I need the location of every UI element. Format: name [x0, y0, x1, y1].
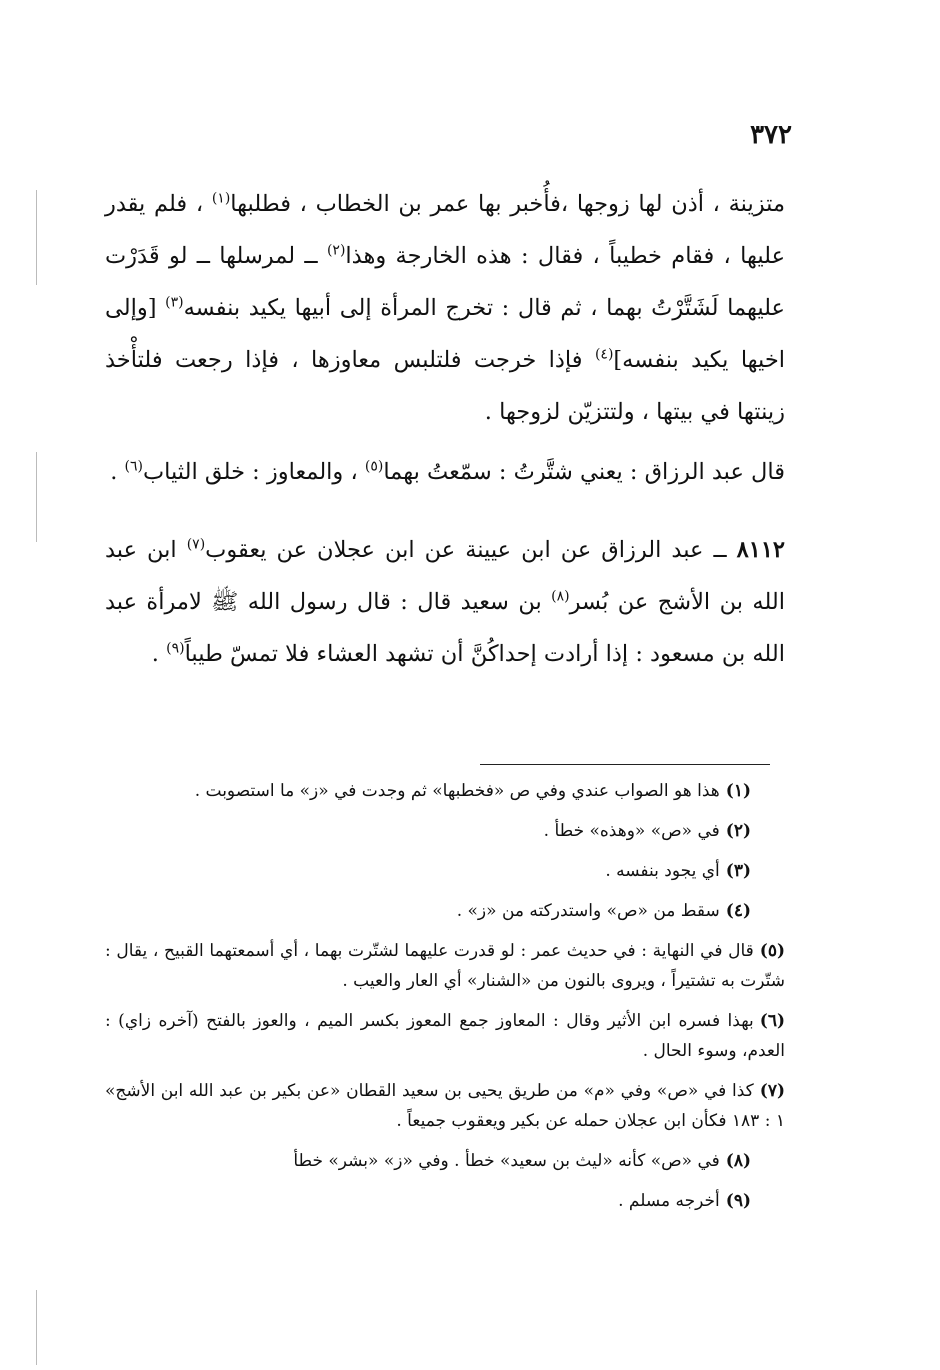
scan-margin-line	[36, 452, 37, 542]
footnote-7	[105, 1076, 785, 1136]
text-segment: ــ لمرسلها ــ لو قَدَرْت عليهما لَشَتَّرْتُ بهما ، ثم قال : تخرج المرأة إلى أبيها يكيد بنفسه	[105, 243, 785, 321]
text-segment: .	[110, 459, 118, 485]
text-segment: فإذا خرجت فلتلبس معاوزها ، فإذا رجعت فلتأْخذ زينتها في بيتها ، ولتتزيّن لزوجها .	[105, 347, 785, 425]
footnote-3	[105, 856, 785, 886]
footnote-ref[interactable]: (٤)	[594, 346, 614, 363]
footnote-ref[interactable]: (١)	[211, 190, 231, 207]
footnotes	[105, 776, 785, 1226]
text-segment: ، والمعاوز : خلق الثياب	[142, 459, 358, 485]
footnote-9	[105, 1186, 785, 1216]
footnote-text: قال في النهاية : في حديث عمر : لو قدرت عليهما لشتّرت بهما ، أي أسمعتهما القبيح ، يقال : شتّرت به تشتيراً ، ويروى بالنون من «الشنار» أي العار والعيب .	[105, 941, 785, 991]
footnote-ref[interactable]: (٩)	[166, 640, 185, 657]
text-segment: ابن عبد الله بن الأشج عن بُسر	[105, 537, 786, 615]
footnote-ref[interactable]: (٨)	[551, 588, 570, 605]
scan-margin-line	[36, 1290, 37, 1365]
footnote-text: بهذا فسره ابن الأثير وقال : المعاوز جمع المعوز بكسر الميم ، والعوز بالفتح (آخره زاي) : العدم، وسوء الحال .	[105, 1011, 785, 1061]
footnote-number: (٩)	[725, 1191, 751, 1211]
footnote-separator	[480, 764, 770, 765]
footnote-8	[105, 1146, 785, 1176]
page-number: ٣٧٢	[750, 120, 792, 150]
footnote-4	[105, 896, 785, 926]
footnote-text: أي يجود بنفسه .	[605, 861, 720, 881]
footnote-1	[105, 776, 785, 806]
footnote-ref[interactable]: (٢)	[326, 242, 346, 259]
footnote-text: في «ص» كأنه «ليث بن سعيد» خطأ . وفي «ز» «بشر» خطأ	[293, 1151, 720, 1171]
footnote-number: (٥)	[759, 941, 785, 961]
scan-margin-line	[36, 190, 37, 285]
text-segment: .	[151, 641, 159, 667]
footnote-2	[105, 816, 785, 846]
text-segment: قال عبد الرزاق : يعني شتَّرتُ : سمّعتُ بهما	[383, 459, 785, 485]
footnote-number: (١)	[725, 781, 751, 801]
footnote-ref[interactable]: (٥)	[364, 458, 384, 475]
paragraph-1	[105, 178, 785, 438]
footnote-text: هذا هو الصواب عندي وفي ص «فخطبها» ثم وجدت في «ز» ما استصوبت .	[194, 781, 720, 801]
footnote-5	[105, 936, 785, 996]
main-text	[105, 178, 785, 680]
footnote-text: كذا في «ص» وفي «م» من طريق يحيى بن سعيد القطان «عن بكير بن عبد الله ابن الأشج» ١ : ١٨٣ فكأن ابن عجلان حمله عن بكير ويعقوب جميعاً .	[105, 1081, 785, 1131]
footnote-number: (٧)	[759, 1081, 785, 1101]
footnote-ref[interactable]: (٣)	[165, 294, 184, 311]
text-segment: متزينة ، أذن لها زوجها ،فأُخبر بها عمر بن الخطاب ، فطلبها	[230, 191, 785, 217]
footnote-text: في «ص» «وهذه» خطأ .	[543, 821, 720, 841]
footnote-number: (٢)	[725, 821, 751, 841]
paragraph-2	[105, 446, 785, 498]
footnote-number: (٤)	[725, 901, 751, 921]
footnote-text: سقط من «ص» واستدركته من «ز» .	[456, 901, 720, 921]
footnote-text: أخرجه مسلم .	[618, 1191, 720, 1211]
text-segment: ، فلم يقدر عليها ، فقام خطيباً ، فقال : هذه الخارجة وهذا	[105, 191, 786, 269]
hadith-number: ٨١١٢	[736, 537, 785, 563]
text-segment: [وإلى اخيها يكيد بنفسه]	[105, 295, 786, 373]
footnote-number: (٨)	[725, 1151, 751, 1171]
text-segment: بن سعيد قال : قال رسول الله ﷺ لامرأة عبد الله بن مسعود : إذا أرادت إحداكُنَّ أن تشهد العشاء فلا تمسّ طيباً	[105, 589, 785, 667]
footnote-6	[105, 1006, 785, 1066]
footnote-ref[interactable]: (٧)	[186, 536, 206, 553]
footnote-number: (٣)	[725, 861, 751, 881]
text-segment: ــ عبد الرزاق عن ابن عيينة عن ابن عجلان عن يعقوب	[205, 537, 727, 563]
footnote-ref[interactable]: (٦)	[124, 458, 143, 475]
hadith-paragraph	[105, 524, 785, 680]
footnote-number: (٦)	[759, 1011, 785, 1031]
